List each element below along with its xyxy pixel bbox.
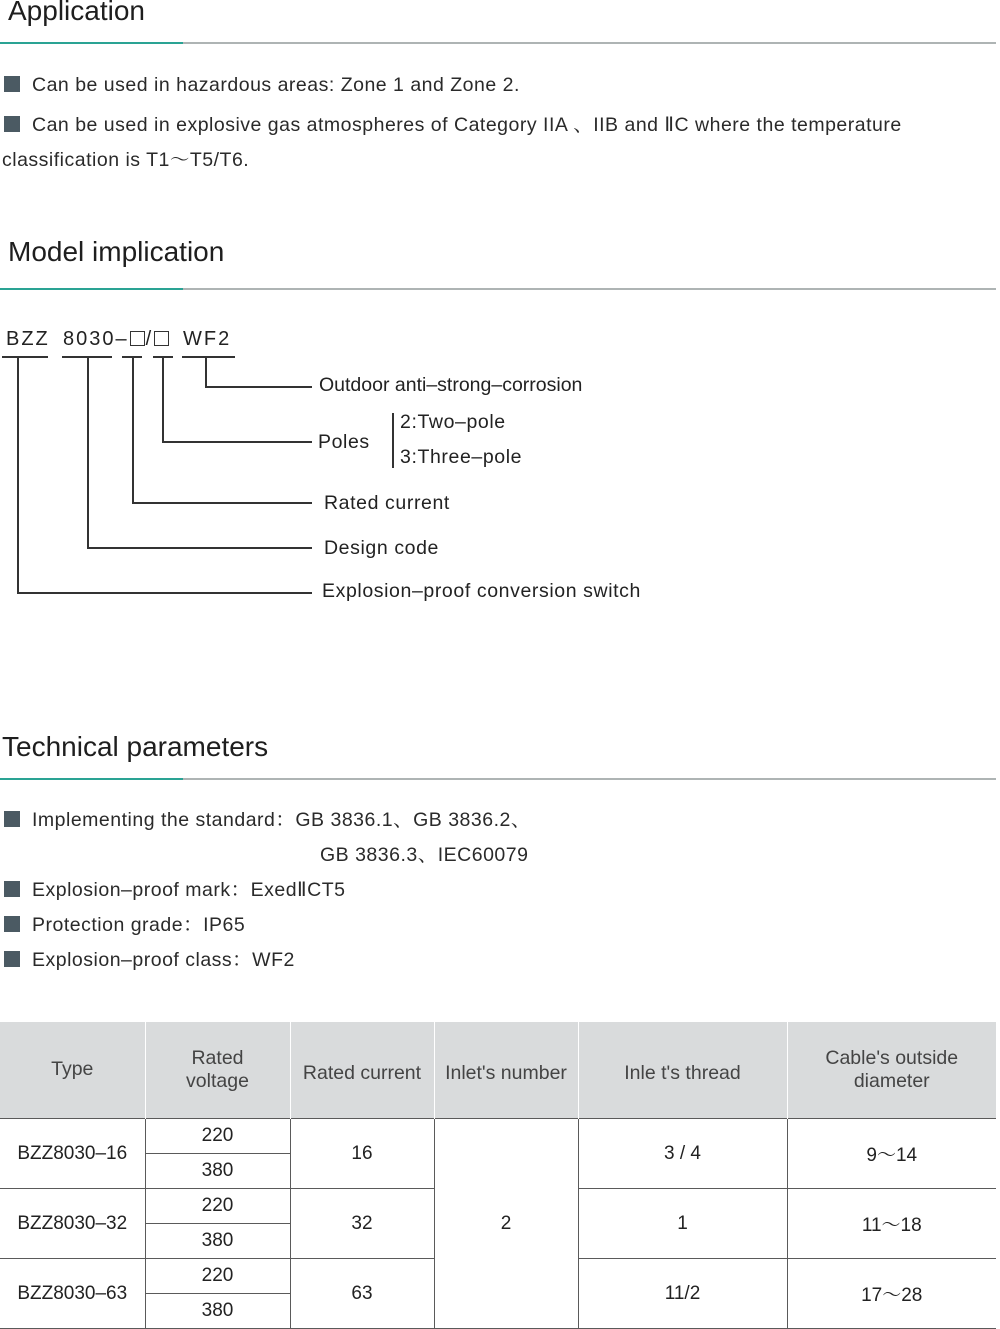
cell-current: 16 [290,1119,434,1189]
application-bullet-1-text: Can be used in hazardous areas: Zone 1 and Zone 2. [32,74,520,96]
cell-thread: 3 / 4 [578,1119,787,1189]
connector-line [162,357,164,442]
square-bullet-icon [4,916,20,932]
cell-thread: 11/2 [578,1259,787,1329]
cell-inlets: 2 [434,1119,578,1329]
cell-voltage: 220 [145,1119,290,1154]
application-divider-accent [0,42,183,44]
header-cable: Cable's outside diameter [787,1022,996,1119]
connector-line [17,592,312,594]
connector-line [162,441,312,443]
code-bzz: BZZ [6,328,50,350]
connector-line [17,357,19,593]
cell-voltage: 380 [145,1224,290,1259]
protection-bullet [4,909,245,937]
header-type: Type [0,1022,145,1119]
code-number [63,328,170,351]
cell-cable: 17～28 [787,1259,996,1329]
connector-line [87,357,89,548]
technical-divider-accent [0,778,183,780]
code-wf2: WF2 [183,328,232,350]
application-bullet-1 [4,74,520,97]
square-bullet-icon [4,116,20,132]
label-three-pole: 3:Three–pole [400,446,523,468]
label-switch: Explosion–proof conversion switch [322,580,641,602]
model-divider-accent [0,288,183,290]
cell-current: 32 [290,1189,434,1259]
cell-current: 63 [290,1259,434,1329]
cell-voltage: 380 [145,1294,290,1329]
code-underline [2,356,48,358]
cell-voltage: 220 [145,1189,290,1224]
header-voltage: Rated voltage [145,1022,290,1119]
cell-type: BZZ8030–32 [0,1189,145,1259]
placeholder-box-icon [130,331,145,346]
connector-line [87,547,312,549]
connector-line [132,502,312,504]
header-inlets: Inlet's number [434,1022,578,1119]
standard-continuation: GB 3836.3、IEC60079 [320,844,529,866]
code-number-text: 8030– [63,328,129,350]
poles-bracket [392,413,394,468]
cell-type: BZZ8030–63 [0,1259,145,1329]
connector-line [132,357,134,503]
label-rated-current: Rated current [324,492,450,514]
square-bullet-icon [4,951,20,967]
application-divider [0,42,996,44]
table-row [0,1119,996,1154]
square-bullet-icon [4,811,20,827]
model-divider [0,288,996,290]
cell-cable: 11～18 [787,1189,996,1259]
standard-text: Implementing the standard：GB 3836.1、GB 3836.2、 [32,809,531,831]
standard-bullet [4,804,531,832]
connector-line [205,386,312,388]
square-bullet-icon [4,881,20,897]
cell-voltage: 220 [145,1259,290,1294]
code-underline [182,356,235,358]
header-current: Rated current [290,1022,434,1119]
cell-thread: 1 [578,1189,787,1259]
table-header-row [0,1022,996,1119]
parameters-table [0,1022,996,1329]
placeholder-box-icon [154,331,169,346]
code-slash: / [145,328,154,350]
protection-text: Protection grade：IP65 [32,914,246,936]
cell-cable: 9～14 [787,1119,996,1189]
technical-divider [0,778,996,780]
label-design-code: Design code [324,537,440,559]
mark-bullet [4,874,345,902]
application-continuation: classification is T1～T5/T6. [2,149,250,171]
connector-line [205,357,207,387]
label-two-pole: 2:Two–pole [400,411,506,433]
application-title: Application [8,0,145,26]
mark-text: Explosion–proof mark：ExedⅡCT5 [32,879,346,901]
label-outdoor: Outdoor anti–strong–corrosion [319,374,583,396]
header-thread: Inle t's thread [578,1022,787,1119]
technical-title: Technical parameters [2,731,269,762]
square-bullet-icon [4,76,20,92]
label-poles: Poles [318,431,370,453]
application-bullet-2 [4,109,902,137]
class-text: Explosion–proof class：WF2 [32,949,295,971]
application-bullet-2-text: Can be used in explosive gas atmospheres of Category IIA 、IIB and ⅡC where the temperature [32,114,902,136]
cell-voltage: 380 [145,1154,290,1189]
cell-type: BZZ8030–16 [0,1119,145,1189]
model-title: Model implication [8,236,225,267]
class-bullet [4,944,295,972]
